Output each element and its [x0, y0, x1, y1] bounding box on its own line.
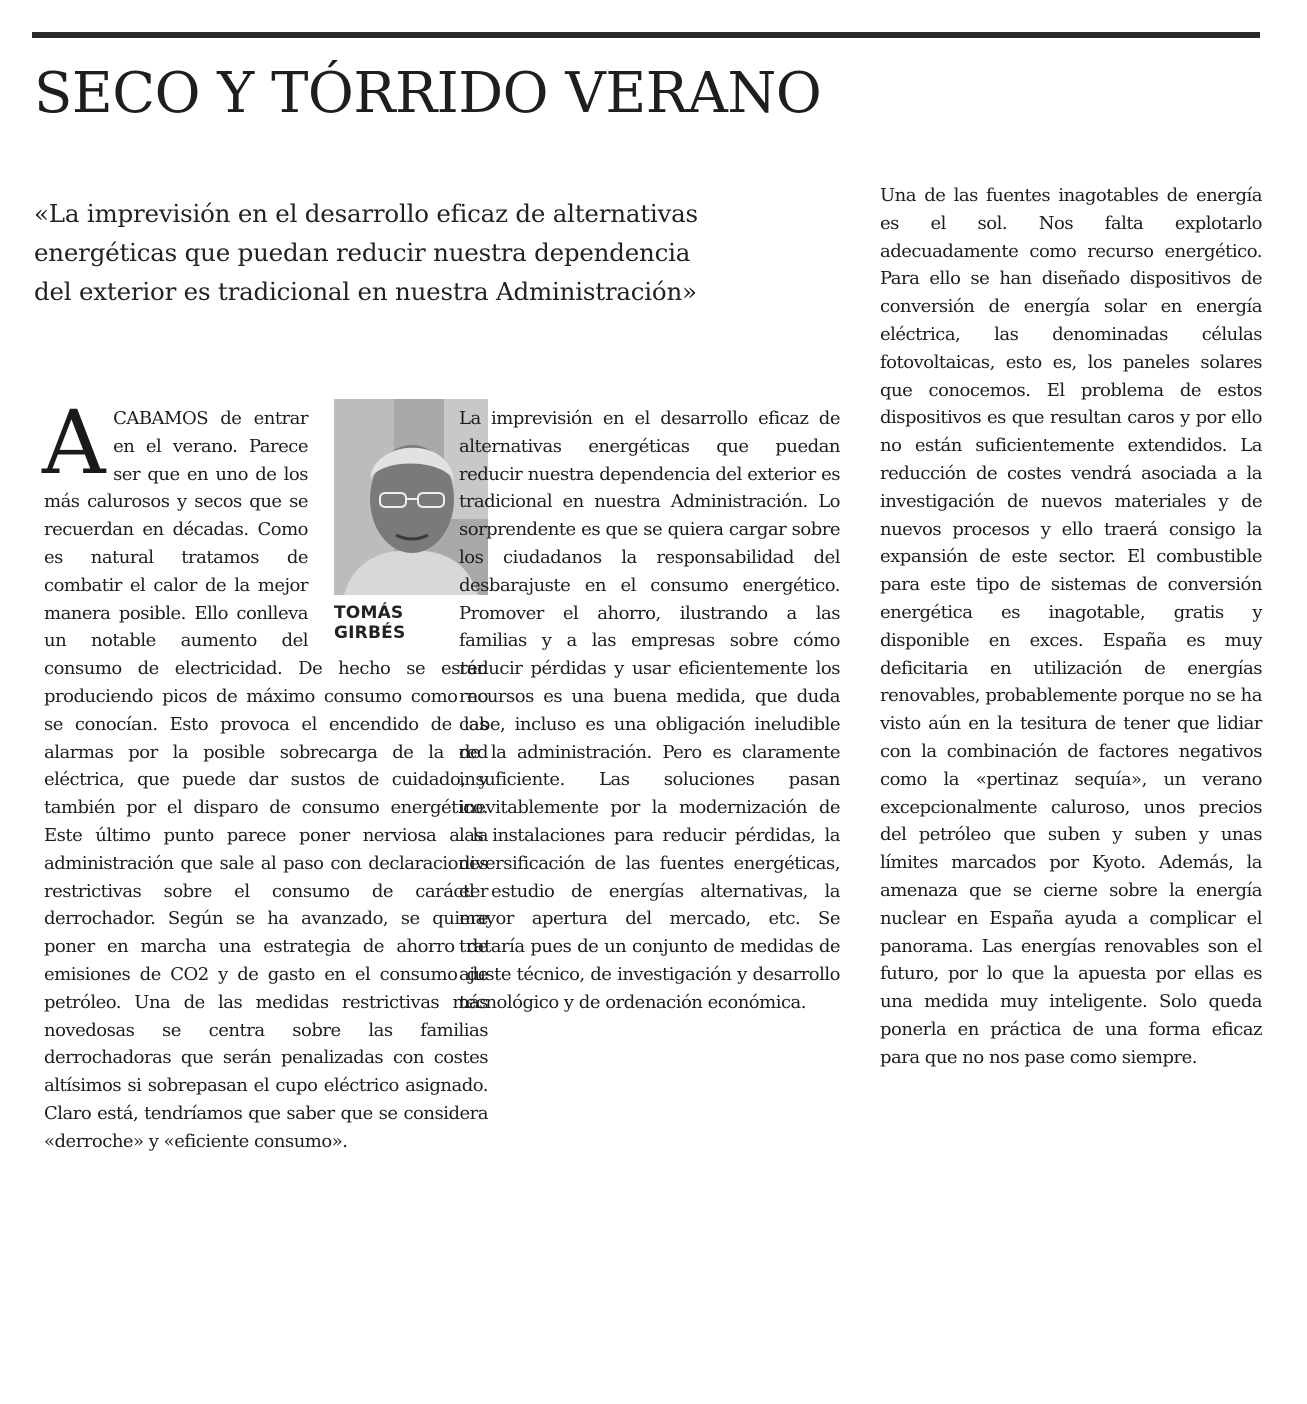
- headline: SECO Y TÓRRIDO VERANO: [34, 61, 822, 126]
- column-1-body: CABAMOS de entrar en el verano. Parece ser que en uno de los más calurosos y secos que se recuerdan en décadas. Como es natural tratamos de combatir el calor de la mejor manera posible. Ello conlleva un notable aumento del consumo de electricidad. De hecho se están produciendo picos de máximo consumo como no se conocían. Esto provoca el encendido de las alarmas por la posible sobrecarga de la red eléctrica, que puede dar sustos de cuidado, y también por el disparo de consumo energético. Este último punto parece poner nerviosa a la administración que sale al paso con declaraciones restrictivas sobre el consumo de carácter derrochador. Según se ha avanzado, se quiere poner en marcha una estrategia de ahorro de emisiones de CO2 y de gasto en el consumo de petróleo. Una de las medidas restrictivas más novedosas se centra sobre las familias derrochadoras que serán penalizadas con costes altísimos si sobrepasan el cupo eléctrico asignado. Claro está, tendríamos que saber que se considera «derroche» y «eficiente consumo».: [44, 408, 488, 1152]
- top-rule: [32, 32, 1260, 38]
- author-first-name: TOMÁS: [334, 603, 404, 623]
- article-column-3: Una de las fuentes inagotables de energía es el sol. Nos falta explotarlo adecuadamente como recurso energético. Para ello se han diseñado dispositivos de conversión de energía solar en energía eléctrica, las denominadas células fotovoltaicas, esto es, los paneles solares que conocemos. El problema de estos dispositivos es que resultan caros y por ello no están suficientemente extendidos. La reducción de costes vendrá asociada a la investigación de nuevos materiales y de nuevos procesos y ello traerá consigo la expansión de este sector. El combustible para este tipo de sistemas de conversión energética es inagotable, gratis y disponible en exces. España es muy deficitaria en utilización de energías renovables, probablemente porque no se ha visto aún en la tesitura de tener que lidiar con la combinación de factores negativos como la «pertinaz sequía», un verano excepcionalmente caluroso, unos precios del petróleo que suben y suben y unas límites marcados por Kyoto. Además, la amenaza que se cierne sobre la energía nuclear en España ayuda a complicar el panorama. Las energías renovables son el futuro, por lo que la apuesta por ellas es una medida muy inteligente. Solo queda ponerla en práctica de una forma eficaz para que no nos pase como siempre.: [880, 185, 1262, 1068]
- pull-quote: «La imprevisión en el desarrollo eficaz de alternativas energéticas que puedan reducir nuestra dependencia del exterior es tradicional en nuestra Administración»: [34, 199, 698, 306]
- article-column-1: [42, 391, 488, 1156]
- drop-cap: A: [42, 391, 106, 494]
- article-column-2: La imprevisión en el desarrollo eficaz de alternativas energéticas que puedan reducir nuestra dependencia del exterior es tradicional en nuestra Administración. Lo sorprendente es que se quiera cargar sobre los ciudadanos la responsabilidad del desbarajuste en el consumo energético. Promover el ahorro, ilustrando a las familias y a las empresas sobre cómo reducir pérdidas y usar eficientemente los recursos es una buena medida, que duda cabe, incluso es una obligación ineludible de la administración. Pero es claramente insuficiente. Las soluciones pasan inevitablemente por la modernización de las instalaciones para reducir pérdidas, la diversificación de las fuentes energéticas, el estudio de energías alternativas, la mayor apertura del mercado, etc. Se trataría pues de un conjunto de medidas de ajuste técnico, de investigación y desarrollo tecnológico y de ordenación económica.: [459, 408, 840, 1013]
- author-last-name: GIRBÉS: [334, 623, 406, 643]
